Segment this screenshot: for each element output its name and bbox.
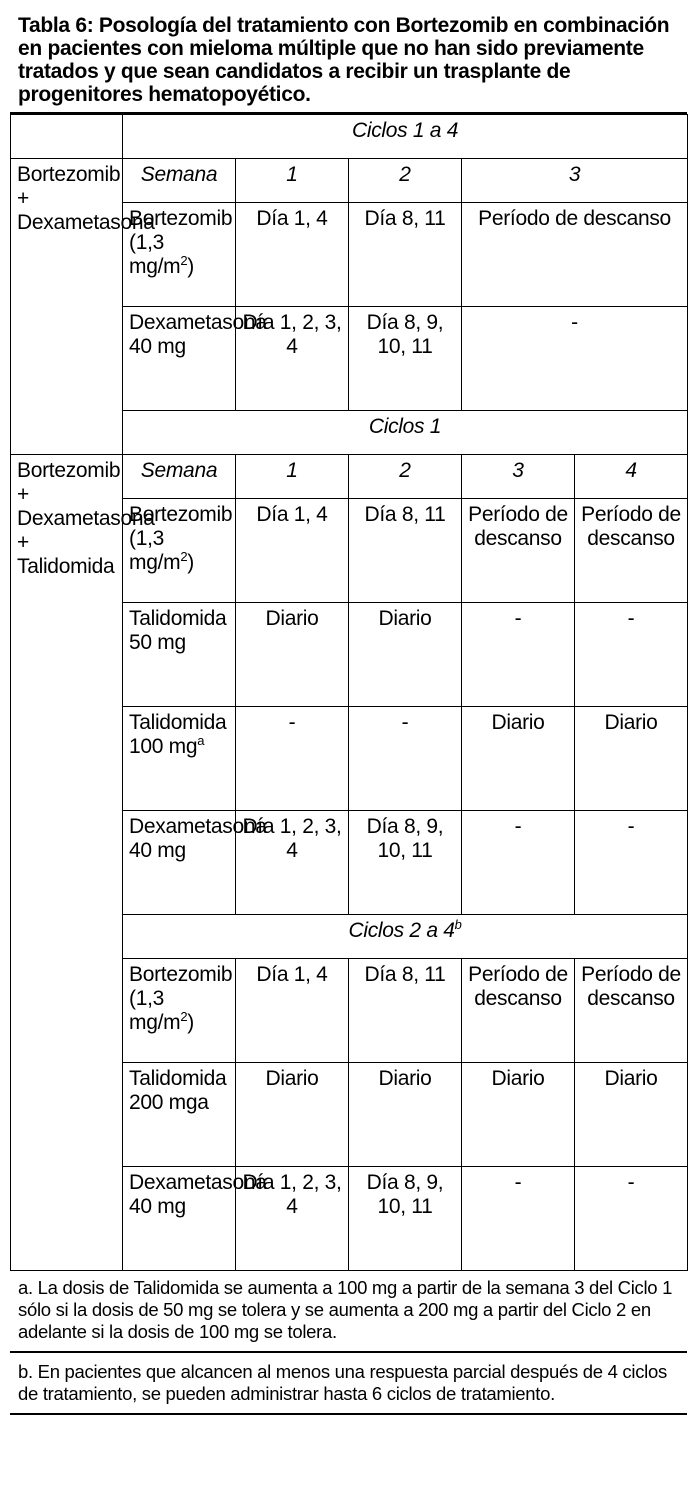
table-row xyxy=(11,455,688,499)
dose-cell: - xyxy=(575,603,688,707)
week-number: 1 xyxy=(236,455,349,499)
dose-cell: Período de descanso xyxy=(462,959,575,1063)
dose-cell: Período de descanso xyxy=(575,959,688,1063)
dose-cell: Día 8, 9, 10, 11 xyxy=(349,307,462,411)
footnote-a: a. La dosis de Talidomida se aumenta a 100 mg a partir de la semana 3 del Ciclo 1 sólo si la dosis de 50 mg se tolera y se aumenta a 200 mg a partir del Ciclo 2 en adelante si la dosis de 100 mg se tolera. xyxy=(10,1271,687,1353)
dose-cell: Diario xyxy=(349,603,462,707)
dose-cell: Día 1, 4 xyxy=(236,959,349,1063)
dose-cell: Período de descanso xyxy=(462,203,688,307)
dose-cell: - xyxy=(236,707,349,811)
dose-cell: - xyxy=(462,603,575,707)
dose-cell: Día 1, 4 xyxy=(236,499,349,603)
dose-cell: Día 8, 11 xyxy=(349,499,462,603)
dose-cell: Período de descanso xyxy=(462,499,575,603)
dose-cell: - xyxy=(462,307,688,411)
cycles-header: Ciclos 1 a 4 xyxy=(123,115,688,159)
dose-cell: Día 8, 11 xyxy=(349,203,462,307)
regimen-label: Bortezomib + Dexametasona + Talidomida xyxy=(11,455,123,1271)
dose-cell: Diario xyxy=(462,707,575,811)
week-number: 2 xyxy=(349,455,462,499)
dose-cell: Día 1, 2, 3, 4 xyxy=(236,811,349,915)
dose-cell: - xyxy=(462,811,575,915)
drug-name: Talidomida 100 $mg^a$ xyxy=(123,707,236,811)
drug-name: Dexametasona 40 mg xyxy=(123,307,236,411)
dose-cell: Diario xyxy=(236,603,349,707)
drug-name: Bortezomib (1,3 $mg/m^2$) xyxy=(123,959,236,1063)
drug-name: Dexametasona 40 mg xyxy=(123,811,236,915)
drug-name: Talidomida 200 mga xyxy=(123,1063,236,1167)
dose-cell: Diario xyxy=(575,707,688,811)
week-number: 3 xyxy=(462,455,575,499)
dose-cell: Día 8, 11 xyxy=(349,959,462,1063)
drug-name: Bortezomib (1,3 $mg/m^2$) xyxy=(123,203,236,307)
week-number: 3 xyxy=(462,159,688,203)
week-label: Semana xyxy=(123,159,236,203)
dose-cell: Día 8, 9, 10, 11 xyxy=(349,1167,462,1271)
dose-cell: - xyxy=(349,707,462,811)
dose-cell: - xyxy=(575,1167,688,1271)
drug-name: Talidomida 50 mg xyxy=(123,603,236,707)
empty-cell xyxy=(11,115,123,159)
table-caption: Tabla 6: Posología del tratamiento con Bortezomib en combinación en pacientes con mieloma múltiple que no han sido previamente tratados y que sean candidatos a recibir un trasplante de progenitores hematopoyético. xyxy=(10,14,687,114)
dose-cell: Diario xyxy=(236,1063,349,1167)
dose-cell: Período de descanso xyxy=(575,499,688,603)
dosing-table-block xyxy=(10,14,687,1415)
dose-cell: Día 8, 9, 10, 11 xyxy=(349,811,462,915)
week-number: 4 xyxy=(575,455,688,499)
dose-cell: Día 1, 2, 3, 4 xyxy=(236,1167,349,1271)
dose-cell: Diario xyxy=(462,1063,575,1167)
table-row xyxy=(11,115,688,159)
week-number: 1 xyxy=(236,159,349,203)
footnote-b: b. En pacientes que alcancen al menos una respuesta parcial después de 4 ciclos de tratamiento, se pueden administrar hasta 6 ciclos de tratamiento. xyxy=(10,1353,687,1415)
week-label: Semana xyxy=(123,455,236,499)
drug-name: Bortezomib (1,3 $mg/m^2$) xyxy=(123,499,236,603)
cycles-header: Ciclos 1 xyxy=(123,411,688,455)
dose-cell: Día 1, 2, 3, 4 xyxy=(236,307,349,411)
drug-name: Dexametasona 40 mg xyxy=(123,1167,236,1271)
table-row xyxy=(11,159,688,203)
dose-cell: Diario xyxy=(575,1063,688,1167)
dose-cell: - xyxy=(575,811,688,915)
regimen-label: Bortezomib + Dexametasona xyxy=(11,159,123,455)
dose-cell: Diario xyxy=(349,1063,462,1167)
dose-cell: - xyxy=(462,1167,575,1271)
table-footnotes xyxy=(10,1271,687,1415)
week-number: 2 xyxy=(349,159,462,203)
dosing-table xyxy=(10,114,688,1271)
dose-cell: Día 1, 4 xyxy=(236,203,349,307)
cycles-header: Ciclos 2 a 4$^b$ xyxy=(123,915,688,959)
